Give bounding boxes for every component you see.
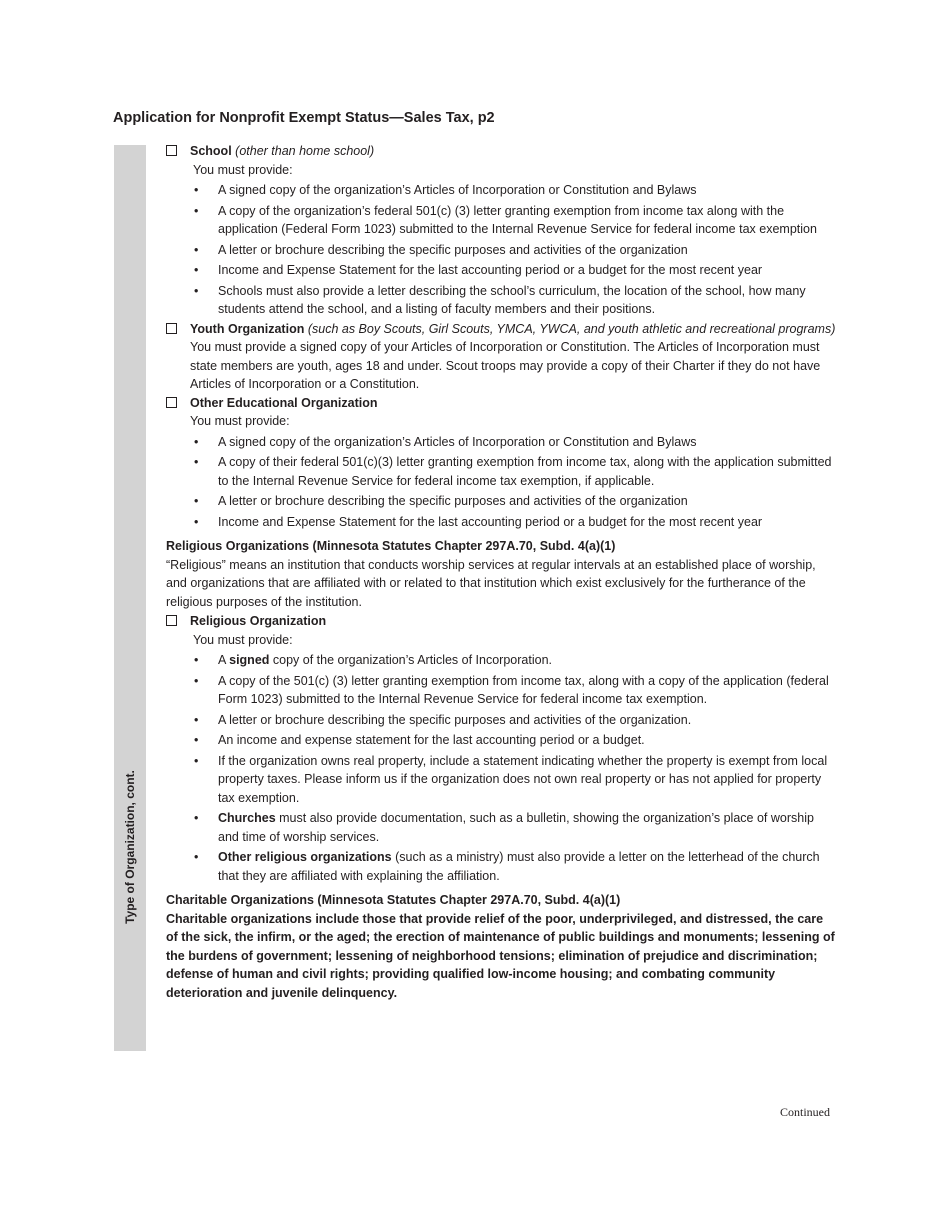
charitable-section-description: Charitable organizations include those that provide relief of the poor, underprivileged, and distressed, the care of the sick, the infirm, or the aged; the erection of maintenance of public buildings and monuments; lessening of the burdens of government; lessening of neighborhood tensions; elimination of prejudice and discrimination; defense of human and civil rights; providing qualified low-income housing; and combating community deterioration and juvenile delinquency. — [166, 911, 835, 1000]
list-item — [166, 848, 838, 885]
list-item: • A copy of the 501(c) (3) letter granting exemption from income tax, along with a copy of the application (federal Form 1023) submitted to the Internal Revenue Service for federal income tax exemption. — [166, 672, 838, 709]
list-item: • A letter or brochure describing the specific purposes and activities of the organization — [166, 492, 838, 511]
bullet-text: must also provide documentation, such as a bulletin, showing the organization’s place of worship and time of worship services. — [218, 811, 814, 844]
list-item: • Income and Expense Statement for the last accounting period or a budget for the most recent year — [166, 513, 838, 532]
school-requirements — [166, 181, 838, 319]
other-edu-label: Other Educational Organization — [190, 395, 378, 410]
school-option[interactable] — [166, 142, 838, 161]
religious-label: Religious Organization — [190, 614, 327, 628]
list-item — [166, 651, 838, 670]
list-item: • A signed copy of the organization’s Articles of Incorporation or Constitution and Bylaws — [166, 433, 838, 452]
religious-checkbox[interactable] — [166, 615, 177, 626]
bullet-text: copy of the organization’s Articles of Incorporation. — [269, 653, 552, 667]
charitable-section-heading: Charitable Organizations (Minnesota Statutes Chapter 297A.70, Subd. 4(a)(1) — [166, 893, 621, 907]
school-must-provide: You must provide: — [193, 162, 293, 177]
youth-label: Youth Organization — [190, 321, 305, 336]
other-edu-must-provide: You must provide: — [190, 414, 290, 428]
list-item: • Schools must also provide a letter describing the school’s curriculum, the location of the school, how many students attend the school, and a listing of faculty members and their positions. — [166, 282, 838, 319]
school-label: School — [190, 144, 232, 158]
school-checkbox[interactable] — [166, 145, 177, 156]
religious-section-description: “Religious” means an institution that conducts worship services at regular intervals at an established place of worship, and organizations that are affiliated with or related to that institution which exist exclusively for the furtherance of the religious purposes of the institution. — [166, 557, 816, 609]
youth-option[interactable] — [166, 320, 838, 339]
youth-note: (such as Boy Scouts, Girl Scouts, YMCA, YWCA, and youth athletic and recreational programs) — [307, 321, 836, 336]
bullet-text: (such as a ministry) must also provide a letter on the letterhead of the church that they are affiliated with explaining the affiliation. — [218, 850, 820, 883]
form-content — [166, 142, 838, 1002]
other-edu-requirements — [166, 433, 838, 532]
school-note: (other than home school) — [235, 144, 375, 158]
list-item: • A signed copy of the organization’s Articles of Incorporation or Constitution and Bylaws — [166, 181, 838, 200]
youth-checkbox[interactable] — [166, 323, 177, 334]
religious-section-heading: Religious Organizations (Minnesota Statutes Chapter 297A.70, Subd. 4(a)(1) — [166, 539, 616, 553]
list-item: • A copy of the organization’s federal 501(c) (3) letter granting exemption from income tax along with the application (Federal Form 1023) submitted to the Internal Revenue Service for federal income tax exemption — [166, 202, 838, 239]
list-item: • A letter or brochure describing the specific purposes and activities of the organization. — [166, 711, 838, 730]
list-item: • Income and Expense Statement for the last accounting period or a budget for the most recent year — [166, 261, 838, 280]
bullet-emphasis: signed — [229, 653, 270, 667]
list-item — [166, 809, 838, 846]
sidebar-band — [114, 145, 146, 1051]
list-item: • A copy of their federal 501(c)(3) letter granting exemption from income tax, along with the application submitted to the Internal Revenue Service for federal income tax exemption, if applicable. — [166, 453, 838, 490]
bullet-emphasis: Churches — [218, 811, 276, 825]
list-item: • If the organization owns real property, include a statement indicating whether the property is exempt from local property taxes. Please inform us if the organization does not own real property or has not applied for property tax exemption. — [166, 752, 838, 808]
bullet-text: A — [218, 653, 230, 667]
list-item: • An income and expense statement for the last accounting period or a budget. — [166, 731, 838, 750]
continued-note: Continued — [780, 1105, 830, 1119]
religious-must-provide: You must provide: — [193, 632, 293, 647]
list-item: • A letter or brochure describing the specific purposes and activities of the organization — [166, 241, 838, 260]
sidebar-label: Type of Organization, cont. — [123, 770, 137, 924]
other-edu-checkbox[interactable] — [166, 397, 177, 408]
youth-requirements: You must provide a signed copy of your Articles of Incorporation or Constitution. The Articles of Incorporation must state members are youth, ages 18 and under. Scout troops may provide a copy of their Charter if they do not have Articles of Incorporation or a Constitution. — [190, 340, 821, 391]
bullet-emphasis: Other religious organizations — [218, 850, 392, 864]
religious-requirements — [166, 651, 838, 885]
other-edu-option[interactable] — [166, 394, 838, 413]
religious-option[interactable] — [166, 612, 838, 631]
page-title: Application for Nonprofit Exempt Status—Sales Tax, p2 — [113, 110, 495, 126]
